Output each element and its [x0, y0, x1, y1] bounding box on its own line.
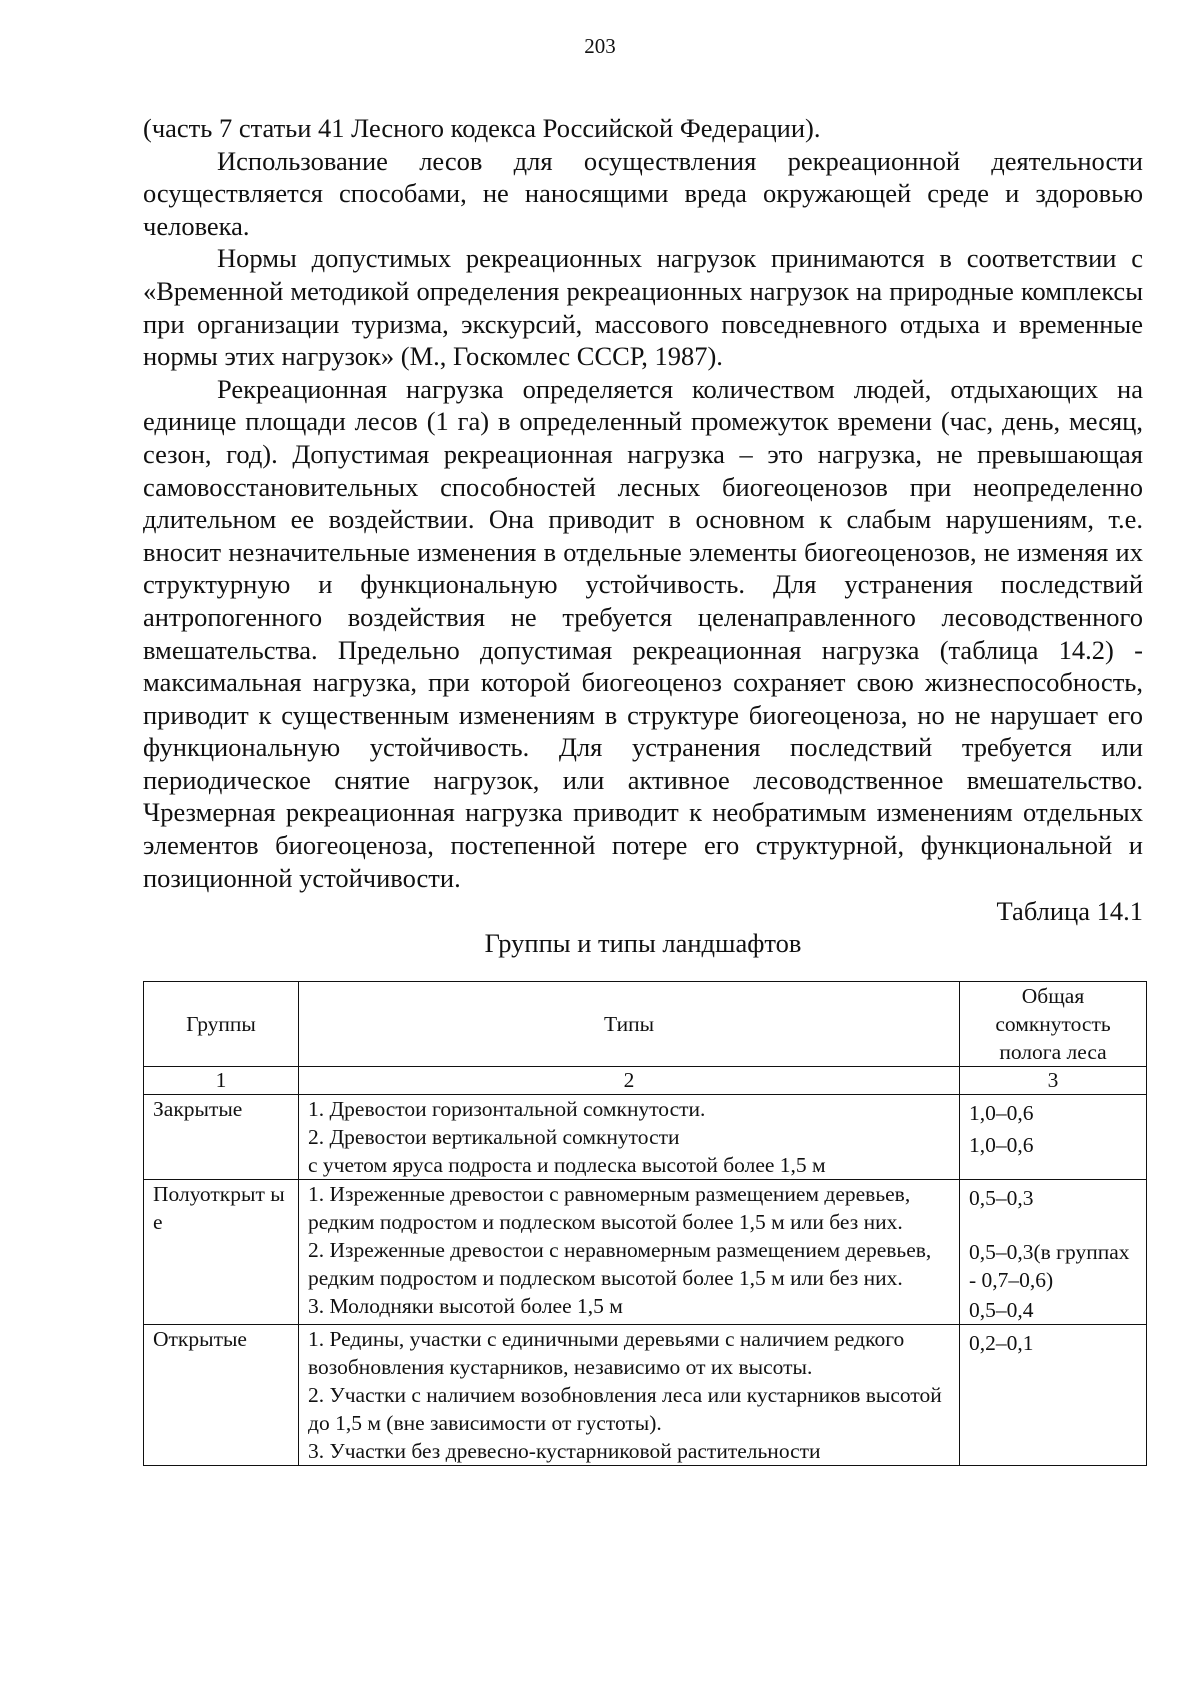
type-item: 1. Редины, участки с единичными деревьями с наличием редкого возобновления кустарников, независимо от их высоты. — [308, 1327, 905, 1379]
closure-value: 0,5–0,3(в группах - 0,7–0,6) — [969, 1240, 1130, 1292]
paragraph: Нормы допустимых рекреационных нагрузок принимаются в соответствии с «Временной методикой определения рекреационных нагрузок на природные комплексы при организации туризма, экскурсий, массового повседневного отдыха и временные нормы этих нагрузок» (М., Госкомлес СССР, 1987). — [143, 243, 1143, 372]
column-number: 2 — [299, 1067, 960, 1095]
types-cell — [299, 1180, 960, 1325]
column-number: 3 — [960, 1067, 1147, 1095]
closure-value: 0,5–0,3 — [969, 1186, 1034, 1210]
type-item: с учетом яруса подроста и подлеска высотой более 1,5 м — [308, 1153, 826, 1177]
values-cell — [960, 1325, 1147, 1466]
table-header-row — [144, 982, 1147, 1067]
column-number-row — [144, 1067, 1147, 1095]
values-cell — [960, 1180, 1147, 1325]
group-cell: Открытые — [144, 1325, 299, 1466]
page-number: 203 — [584, 34, 616, 58]
table-caption: Таблица 14.1 — [996, 896, 1143, 926]
type-item: 2. Участки с наличием возобновления леса или кустарников высотой до 1,5 м (вне зависимости от густоты). — [308, 1383, 942, 1435]
type-item: 1. Изреженные древостои с равномерным размещением деревьев, редким подростом и подлеском высотой более 1,5 м или без них. — [308, 1182, 911, 1234]
header-types: Типы — [299, 982, 960, 1067]
group-cell: Закрытые — [144, 1095, 299, 1180]
closure-value: 1,0–0,6 — [969, 1133, 1034, 1157]
types-cell — [299, 1325, 960, 1466]
closure-value: 1,0–0,6 — [969, 1101, 1034, 1125]
body-text — [143, 112, 1143, 894]
column-number: 1 — [144, 1067, 299, 1095]
types-cell — [299, 1095, 960, 1180]
closure-value: 0,5–0,4 — [969, 1298, 1034, 1322]
paragraph: Рекреационная нагрузка определяется количеством людей, отдыхающих на единице площади лесов (1 га) в определенный промежуток времени (час, день, месяц, сезон, год). Допустимая рекреационная нагрузка – это нагрузка, не превышающая самовосстановительных способностей лесных биогеоценозов при неопределенно длительном ее воздействии. Она приводит в основном к слабым нарушениям, т.е. вносит незначительные изменения в отдельные элементы биогеоценозов, не изменяя их структурную и функциональную устойчивость. Для устранения последствий антропогенного воздействия не требуется целенаправленного лесоводственного вмешательства. Предельно допустимая рекреационная нагрузка (таблица 14.2) - максимальная нагрузка, при которой биогеоценоз сохраняет свою жизнеспособность, приводит к существенным изменениям в структуре биогеоценоза, но не нарушает его функциональную устойчивость. Для устранения последствий требуется или периодическое снятие нагрузок, или активное лесоводственное вмешательство. Чрезмерная рекреационная нагрузка приводит к необратимым изменениям отдельных элементов биогеоценоза, постепенной потере его структурной, функциональной и позиционной устойчивости. — [143, 373, 1143, 893]
table-row — [144, 1095, 1147, 1180]
table-title: Группы и типы ландшафтов — [484, 928, 802, 958]
paragraph: (часть 7 статьи 41 Лесного кодекса Российской Федерации). — [143, 113, 821, 143]
type-item: 2. Древостои вертикальной сомкнутости — [308, 1125, 680, 1149]
type-item: 3. Участки без древесно-кустарниковой растительности — [308, 1439, 821, 1463]
group-cell: Полуоткрыт ые — [144, 1180, 299, 1325]
header-groups: Группы — [144, 982, 299, 1067]
table-row — [144, 1180, 1147, 1325]
closure-value: 0,2–0,1 — [969, 1331, 1034, 1355]
type-item: 1. Древостои горизонтальной сомкнутости. — [308, 1097, 706, 1121]
values-cell — [960, 1095, 1147, 1180]
type-item: 2. Изреженные древостои с неравномерным размещением деревьев, редким подростом и подлеском высотой более 1,5 м или без них. — [308, 1238, 932, 1290]
paragraph: Использование лесов для осуществления рекреационной деятельности осуществляется способами, не наносящими вреда окружающей среде и здоровью человека. — [143, 145, 1143, 241]
header-canopy-closure: Общая сомкнутость полога леса — [960, 982, 1147, 1067]
landscape-table — [143, 981, 1147, 1466]
table-row — [144, 1325, 1147, 1466]
type-item: 3. Молодняки высотой более 1,5 м — [308, 1294, 623, 1318]
